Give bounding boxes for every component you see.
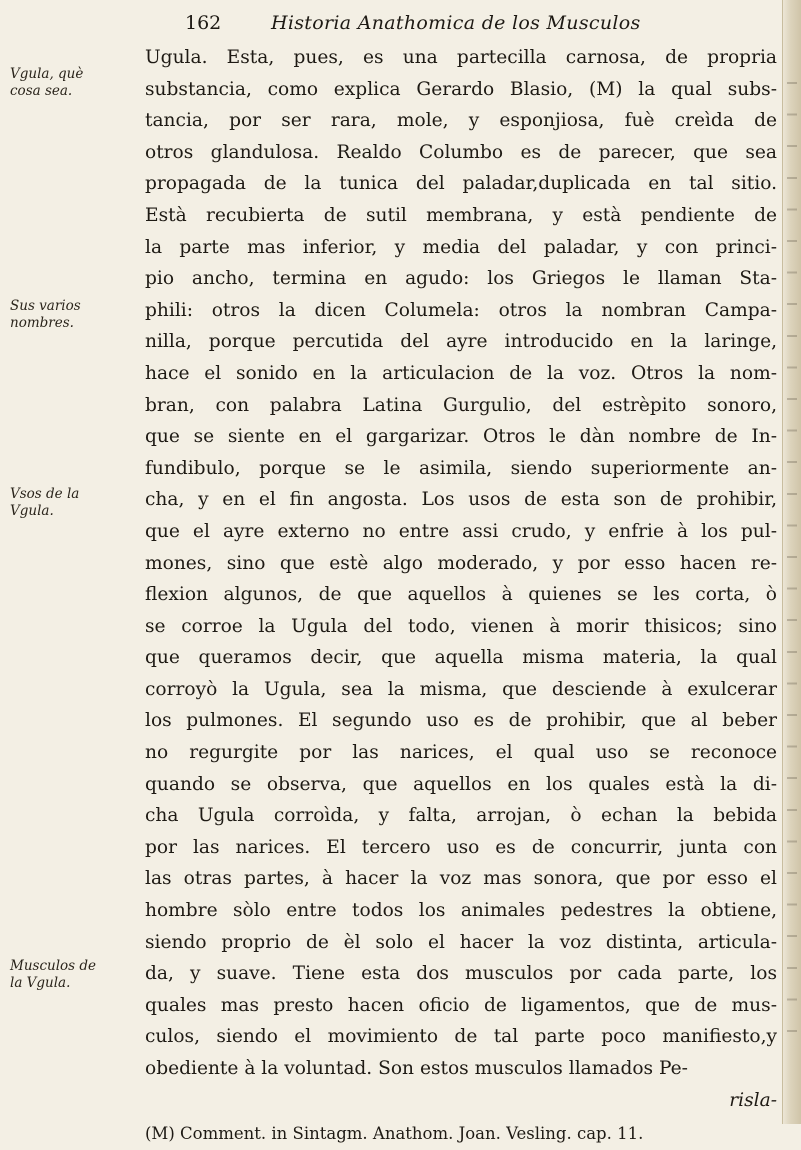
body-line: que se siente en el gargarizar. Otros le dàn nombre de In- [145, 426, 777, 448]
body-line: substancia, como explica Gerardo Blasio, (M) la qual subs- [145, 78, 777, 100]
body-line: quando se observa, que aquellos en los quales està la di- [145, 773, 777, 795]
footnote: (M) Comment. in Sintagm. Anathom. Joan. Vesling. cap. 11. [145, 1124, 644, 1144]
body-text [145, 42, 777, 1150]
body-line: tancia, por ser rara, mole, y esponjiosa, fuè creìda de [145, 110, 777, 132]
body-line: quales mas presto hacen oficio de ligamentos, que de mus- [145, 994, 777, 1016]
running-header [185, 12, 775, 42]
body-line: se corroe la Ugula del todo, vienen à morir thisicos; sino [145, 615, 777, 637]
body-line: cha, y en el fin angosta. Los usos de esta son de prohibir, [145, 489, 777, 511]
body-line: nilla, porque percutida del ayre introducido en la laringe, [145, 331, 777, 353]
running-title: Historia Anathomica de los Musculos [271, 12, 641, 34]
body-line: por las narices. El tercero uso es de concurrir, junta con [145, 836, 777, 858]
body-line: no regurgite por las narices, el qual uso se reconoce [145, 742, 777, 764]
margin-note-muscles: Musculos de la Vgula. [10, 958, 96, 991]
body-line: Està recubierta de sutil membrana, y està pendiente de [145, 204, 777, 226]
body-line: que queramos decir, que aquella misma materia, la qual [145, 647, 777, 669]
bleed-through-marks [787, 60, 797, 1060]
body-line: culos, siendo el movimiento de tal parte poco manifiesto,y [145, 1026, 777, 1048]
body-line: corroyò la Ugula, sea la misma, que desciende à exulcerar [145, 678, 777, 700]
body-line: mones, sino que estè algo moderado, y por esso hacen re- [145, 552, 777, 574]
body-line: flexion algunos, de que aquellos à quienes se les corta, ò [145, 584, 777, 606]
body-line: bran, con palabra Latina Gurgulio, del estrèpito sonoro, [145, 394, 777, 416]
margin-note-what-is-uvula: Vgula, què cosa sea. [10, 66, 84, 99]
body-line: otros glandulosa. Realdo Columbo es de parecer, que sea [145, 141, 777, 163]
body-line: propagada de la tunica del paladar,duplicada en tal sitio. [145, 173, 777, 195]
body-line: da, y suave. Tiene esta dos musculos por cada parte, los [145, 963, 777, 985]
margin-note-names: Sus varios nombres. [10, 298, 81, 331]
margin-note-uses: Vsos de la Vgula. [10, 486, 80, 519]
catchword: risla- [729, 1089, 777, 1111]
body-line: que el ayre externo no entre assi crudo, y enfrie à los pul- [145, 520, 777, 542]
body-line: Ugula. Esta, pues, es una partecilla carnosa, de propria [145, 47, 777, 68]
page-number: 162 [185, 12, 222, 34]
page-edge [782, 0, 801, 1124]
body-line: hombre sòlo entre todos los animales pedestres la obtiene, [145, 900, 777, 922]
body-line: fundibulo, porque se le asimila, siendo superiormente an- [145, 457, 777, 479]
body-line: hace el sonido en la articulacion de la voz. Otros la nom- [145, 362, 777, 384]
body-line: los pulmones. El segundo uso es de prohibir, que al beber [145, 710, 777, 732]
body-line: las otras partes, à hacer la voz mas sonora, que por esso el [145, 868, 777, 890]
body-line: pio ancho, termina en agudo: los Griegos le llaman Sta- [145, 268, 777, 290]
body-line: phili: otros la dicen Columela: otros la nombran Campa- [145, 299, 777, 321]
body-line: obediente à la voluntad. Son estos musculos llamados Pe- [145, 1058, 688, 1079]
body-line: siendo proprio de èl solo el hacer la voz distinta, articula- [145, 931, 777, 953]
body-line: la parte mas inferior, y media del paladar, y con princi- [145, 236, 777, 258]
body-line: cha Ugula corroìda, y falta, arrojan, ò echan la bebida [145, 805, 777, 827]
